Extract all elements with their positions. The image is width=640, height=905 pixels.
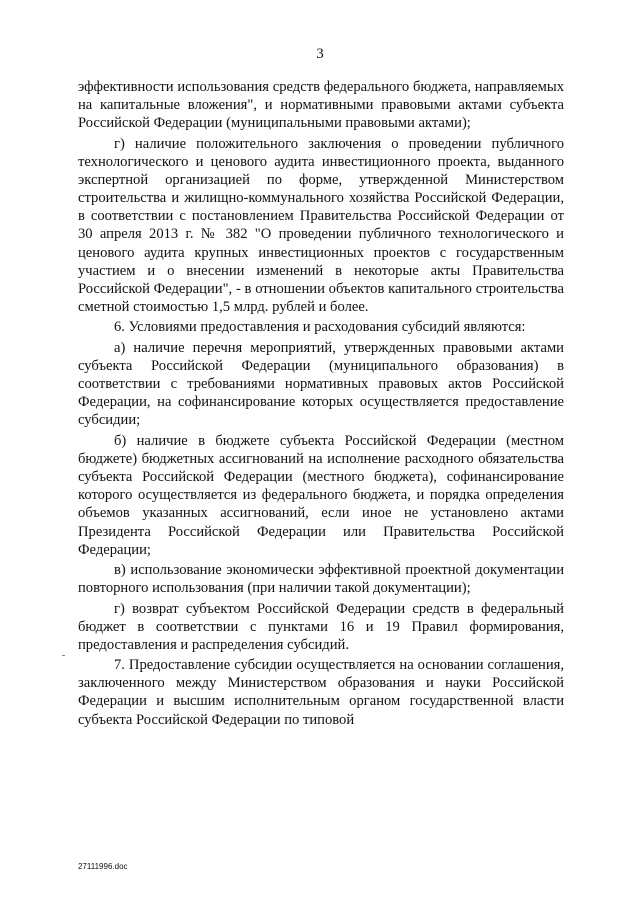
- margin-mark: [62, 655, 65, 656]
- page-number: 3: [316, 46, 324, 62]
- paragraph-section-6: 6. Условиями предоставления и расходования субсидий являются:: [114, 319, 526, 336]
- paragraph-item-g-refund: г) возврат субъектом Российской Федерации средств в федеральный бюджет в соответствии с пунктами 16 и 19 Правил формирования, предоставления и распределения субсидий.: [78, 600, 564, 653]
- paragraph-item-b: б) наличие в бюджете субъекта Российской Федерации (местном бюджете) бюджетных ассигнований на исполнение расходного обязательства субъекта Российской Федерации (местного бюджета), софинансирование которого осуществляется из федерального бюджета, и порядка определения объемов указанных ассигнований, если иное не установлено актами Президента Российской Федерации или Правительства Российской Федерации;: [78, 432, 564, 558]
- paragraph-item-a: а) наличие перечня мероприятий, утвержденных правовыми актами субъекта Российской Федерации (муниципального образования) в соответствии с требованиями нормативных правовых актов Российской Федерации, на софинансирование которых осуществляется предоставление субсидии;: [78, 339, 564, 429]
- paragraph-section-7: 7. Предоставление субсидии осуществляется на основании соглашения, заключенного между Министерством образования и науки Российской Федерации и высшим исполнительным органом государственной власти субъекта Российской Федерации по типовой: [78, 657, 564, 728]
- document-body: [78, 78, 564, 731]
- paragraph-item-v: в) использование экономически эффективной проектной документации повторного использования (при наличии такой документации);: [78, 562, 564, 597]
- footer-filename: 27111996.doc: [78, 862, 128, 871]
- paragraph-item-g-audit: г) наличие положительного заключения о проведении публичного технологического и ценового аудита инвестиционного проекта, выданного экспертной организацией по форме, утвержденной Министерством строительства и жилищно-коммунального хозяйства Российской Федерации, в соответствии с постановлением Правительства Российской Федерации от 30 апреля 2013 г. № 382 "О проведении публичного технологического и ценового аудита крупных инвестиционных проектов с государственным участием и о внесении изменений в некоторые акты Правительства Российской Федерации", - в отношении объектов капитального строительства сметной стоимостью 1,5 млрд. рублей и более.: [78, 135, 564, 316]
- paragraph-continuation: эффективности использования средств федерального бюджета, направляемых на капитальные вложения", и нормативными правовыми актами субъекта Российской Федерации (муниципальными правовыми актами);: [78, 79, 564, 132]
